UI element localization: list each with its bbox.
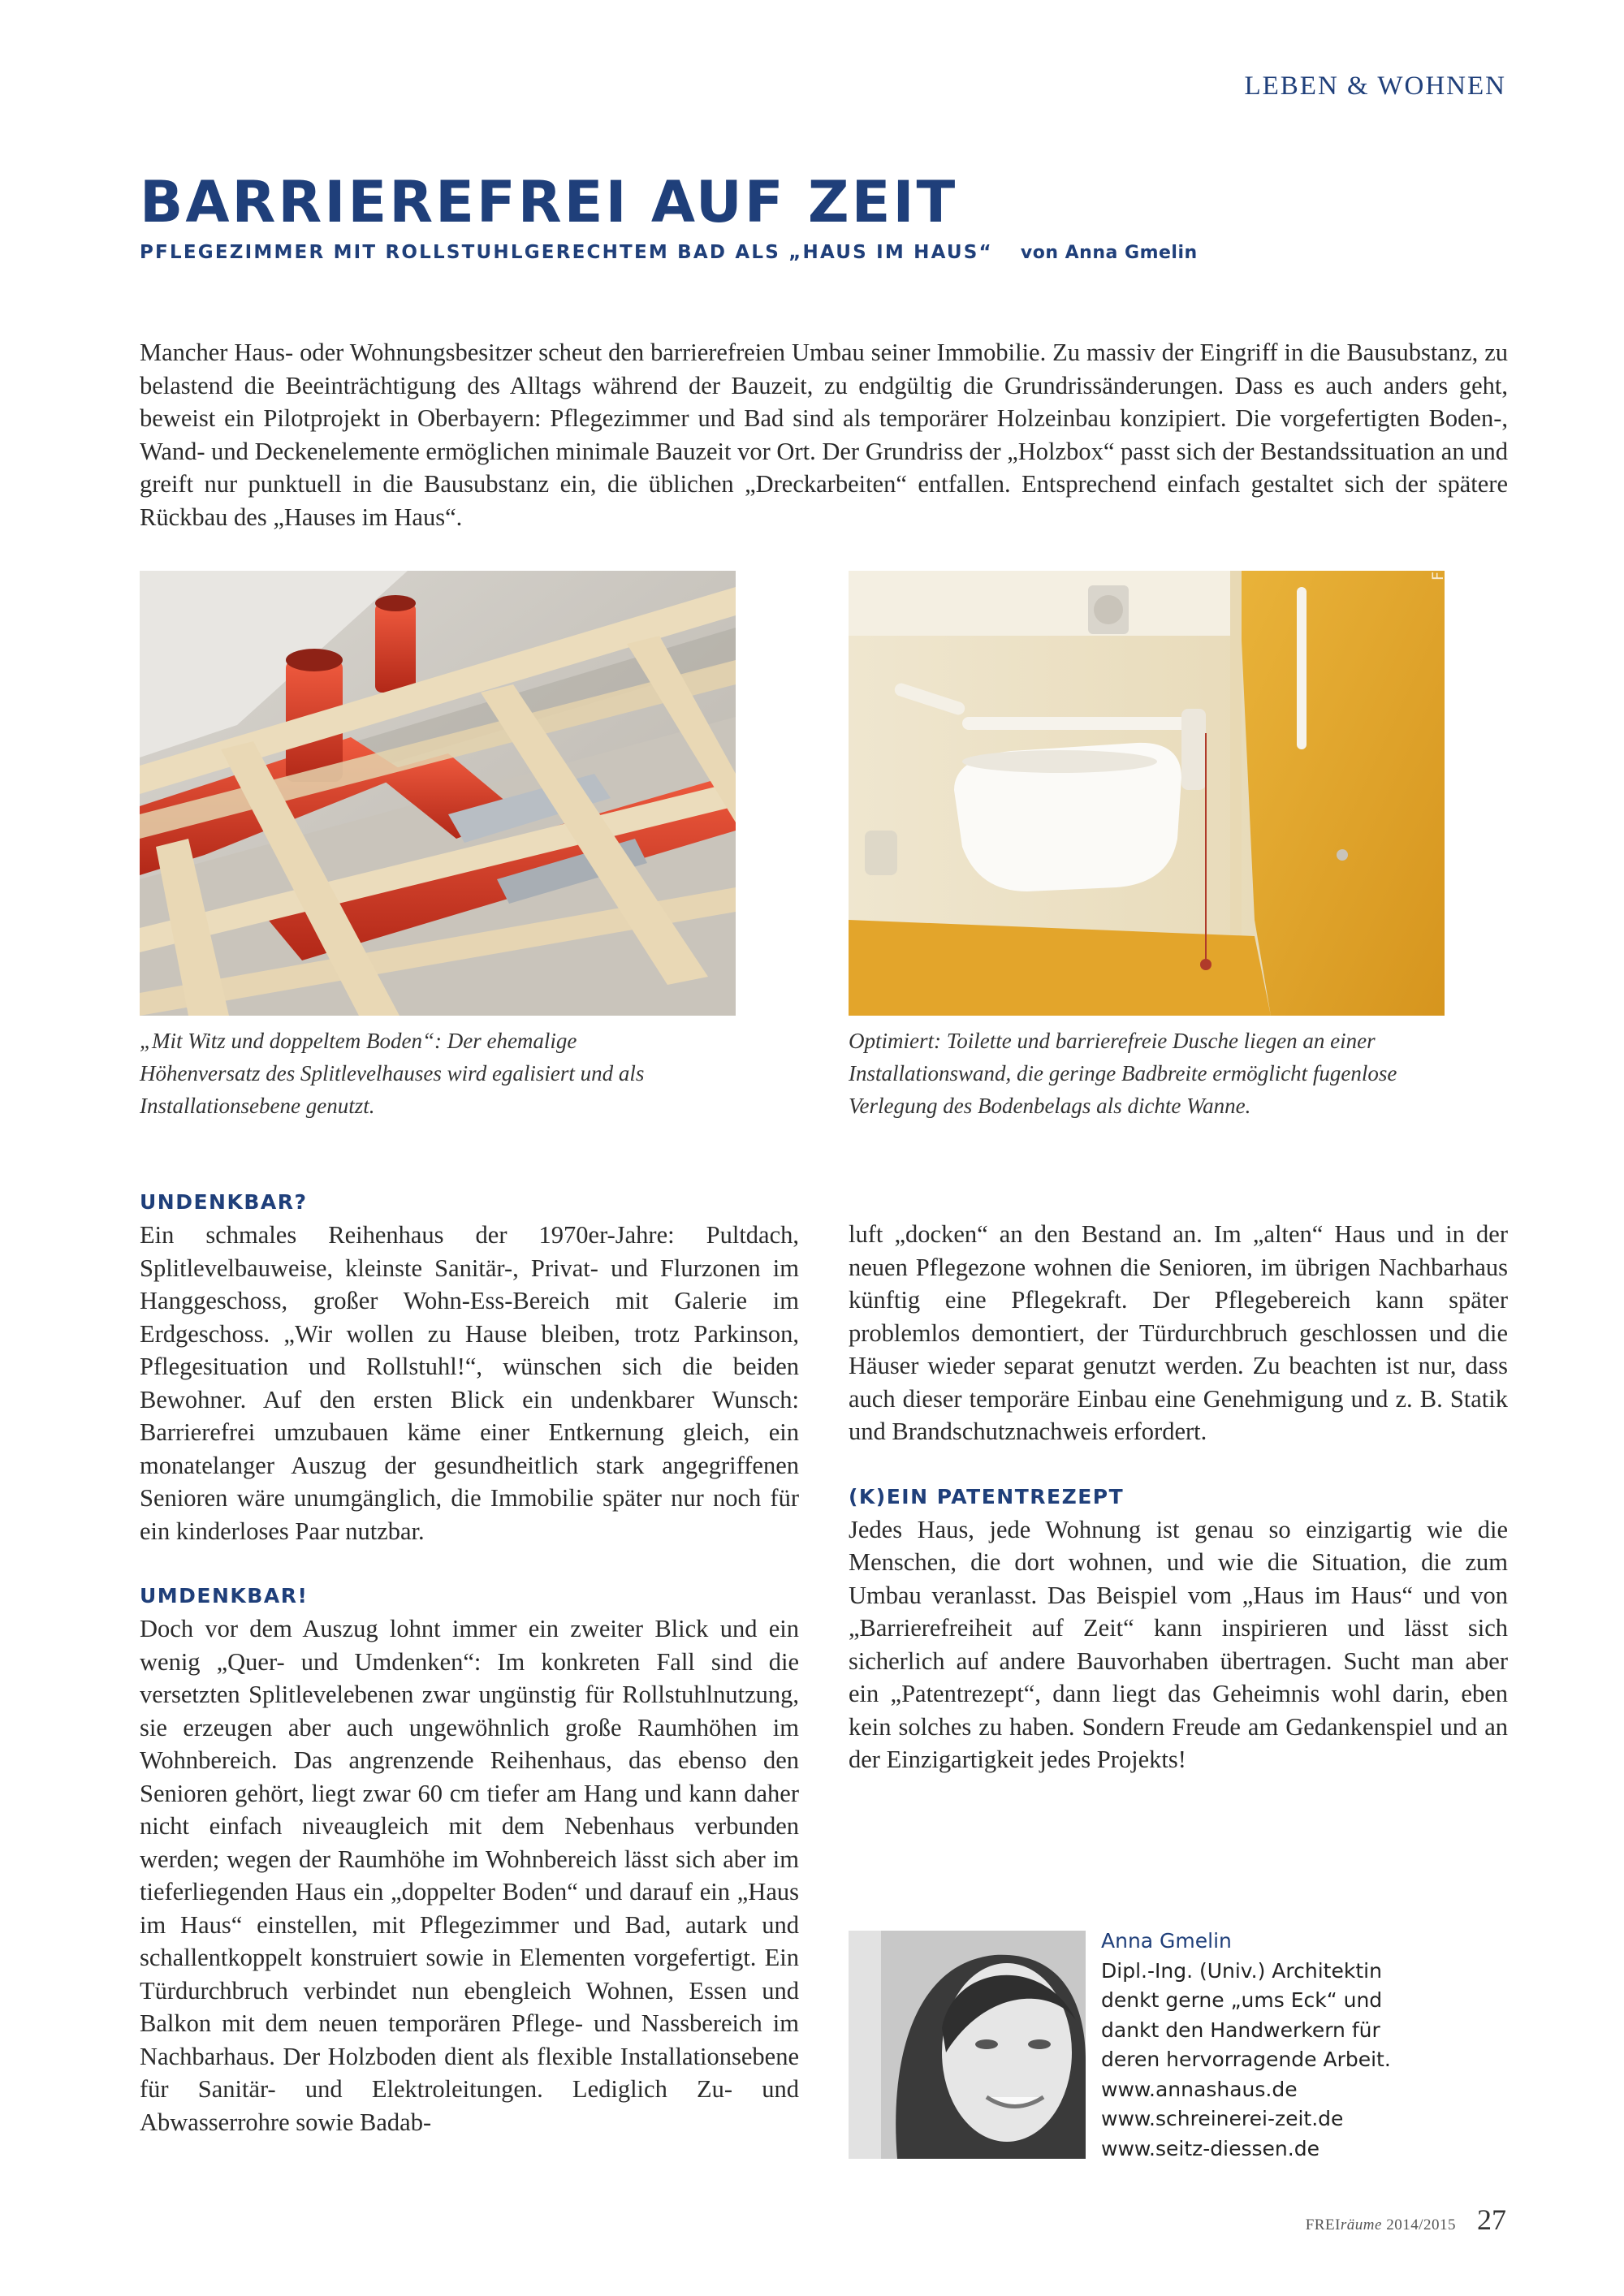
publication-suffix: räume [1340, 2216, 1382, 2233]
heading-umdenkbar: UMDENKBAR! [140, 1584, 309, 1608]
publication-year: 2014/2015 [1386, 2216, 1456, 2233]
photo-bathroom [849, 571, 1445, 1016]
right-column [849, 1218, 1508, 1776]
left-column [140, 1186, 799, 2138]
author-link-seitz[interactable]: www.seitz-diessen.de [1101, 2136, 1320, 2160]
publication-name [1306, 2216, 1456, 2233]
author-bio-line: deren hervorragende Arbeit. [1101, 2048, 1391, 2071]
caption-right: Optimiert: Toilette und barrierefreie Dusche liegen an einer Installationswand, die geringe Badbreite ermöglicht fugenlose Verlegung des Bodenbelags als dichte Wanne. [849, 1029, 1397, 1118]
photo-floor-construction [140, 571, 736, 1016]
paragraph-umdenkbar-continued: luft „docken“ an den Bestand an. Im „alten“ Haus und in der neuen Pflegezone wohnen die Senioren, im übrigen Nachbarhaus künftig eine Pflegekraft. Der Pflegebereich kann später problemlos demontiert, der Türdurchbruch geschlossen und die Häuser wieder separat genutzt werden. Zu beachten ist nur, dass auch dieser temporäre Einbau eine Genehmigung und z. B. Statik und Brandschutznachweis erfordert. [849, 1220, 1508, 1445]
author-bio-line: denkt gerne „ums Eck“ und [1101, 1988, 1383, 2012]
author-bio-line: Dipl.-Ing. (Univ.) Architektin [1101, 1958, 1382, 1983]
paragraph-umdenkbar: Doch vor dem Auszug lohnt immer ein zweiter Blick und ein wenig „Quer- und Umdenken“: Im konkreten Fall sind die versetzten Splitlevelebenen zwar ungünstig für Rollstuhlnutzung, sie erzeugen aber auch ungewöhnlich große Raumhöhen im Wohnbereich. Das angrenzende Reihenhaus, das ebenso den Senioren gehört, liegt zwar 60 cm tiefer am Hang und kann daher nicht einfach niveaugleich mit dem Nebenhaus verbunden werden; wegen der Raumhöhe im Wohnbereich lässt sich aber im tieferliegenden Haus ein „doppelter Boden“ und darauf ein „Haus im Haus“ einstellen, mit Pflegezimmer und Bad, autark und schallentkoppelt konstruiert sowie in Elementen vorgefertigt. Ein Türdurchbruch verbindet nun ebengleich Wohnen, Essen und Balkon mit dem neuen temporären Pflege- und Nassbereich im Nachbarhaus. Der Holzboden dient als flexible Installationsebene für Sanitär- und Elektroleitungen. Lediglich Zu- und Abwasserrohre sowie Badab- [140, 1615, 799, 2136]
author-photo [849, 1931, 1086, 2159]
heading-undenkbar: UNDENKBAR? [140, 1190, 308, 1214]
byline: von Anna Gmelin [1020, 243, 1198, 263]
author-name: Anna Gmelin [1101, 1929, 1232, 1953]
floor-construction-image [140, 571, 736, 1016]
section-label: LEBEN & WOHNEN [1244, 71, 1506, 101]
author-link-schreinerei[interactable]: www.schreinerei-zeit.de [1101, 2107, 1344, 2130]
author-portrait [849, 1931, 1086, 2159]
photo-credit: Fotos: Gmelin [1429, 464, 1447, 580]
article-title: BARRIEREFREI AUF ZEIT [140, 169, 958, 235]
author-bio-line: dankt den Handwerkern für [1101, 2018, 1380, 2042]
article-subtitle-line [140, 242, 1198, 263]
author-link-annashaus[interactable]: www.annashaus.de [1101, 2077, 1298, 2101]
article-subtitle: PFLEGEZIMMER MIT ROLLSTUHLGERECHTEM BAD ALS „HAUS IM HAUS“ [140, 242, 993, 263]
paragraph-kein-patentrezept: Jedes Haus, jede Wohnung ist genau so einzigartig wie die Menschen, die dort wohnen, und wie die Situation, die zum Umbau veranlasst. Das Beispiel vom „Haus im Haus“ und von „Barrierefreiheit auf Zeit“ kann inspirieren und lässt sich sicherlich auf andere Bauvorhaben übertragen. Sucht man aber ein „Patentrezept“, dann liegt das Geheimnis wohl darin, eben kein solches zu haben. Sondern Freude am Gedankenspiel und an der Einzigartigkeit jedes Projekts! [849, 1515, 1508, 1773]
heading-kein-patentrezept: (K)EIN PATENTREZEPT [849, 1484, 1125, 1508]
author-bio [1101, 1927, 1491, 2164]
bathroom-image [849, 571, 1445, 1016]
publication-prefix: FREI [1305, 2216, 1341, 2233]
page-number: 27 [1477, 2203, 1506, 2236]
intro-paragraph: Mancher Haus- oder Wohnungsbesitzer scheut den barrierefreien Umbau seiner Immobilie. Zu massiv der Eingriff in die Bausubstanz, zu belastend die Beeinträchtigung des Alltags während der Bauzeit, zu endgültig die Grundrissänderungen. Dass es auch anders geht, beweist ein Pilotprojekt in Oberbayern: Pflegezimmer und Bad sind als temporärer Holzeinbau konzipiert. Die vorgefertigten Boden-, Wand- und Deckenelemente ermöglichen minimale Bauzeit vor Ort. Der Grundriss der „Holzbox“ passt sich der Bestandssituation an und greift nur punktuell in die Bausubstanz ein, die üblichen „Dreckarbeiten“ entfallen. Entsprechend einfach gestaltet sich der spätere Rückbau des „Hauses im Haus“. [140, 339, 1508, 531]
footer [1306, 2203, 1506, 2237]
caption-left: „Mit Witz und doppeltem Boden“: Der ehemalige Höhenversatz des Splitlevelhauses wird egalisiert und als Installationsebene genutzt. [140, 1029, 645, 1118]
paragraph-undenkbar: Ein schmales Reihenhaus der 1970er-Jahre: Pultdach, Splitlevelbauweise, kleinste Sanitär-, Privat- und Flurzonen im Hanggeschoss, großer Wohn-Ess-Bereich mit Galerie im Erdgeschoss. „Wir wollen zu Hause bleiben, trotz Parkinson, Pflegesituation und Rollstuhl!“, wünschen sich die beiden Bewohner. Auf den ersten Blick ein undenkbarer Wunsch: Barrierefrei umzubauen käme einer Entkernung gleich, ein monatelanger Auszug der gesundheitlich stark angegriffenen Senioren wäre unumgänglich, die Immobilie später nur noch für ein kinderloses Paar nutzbar. [140, 1221, 799, 1545]
